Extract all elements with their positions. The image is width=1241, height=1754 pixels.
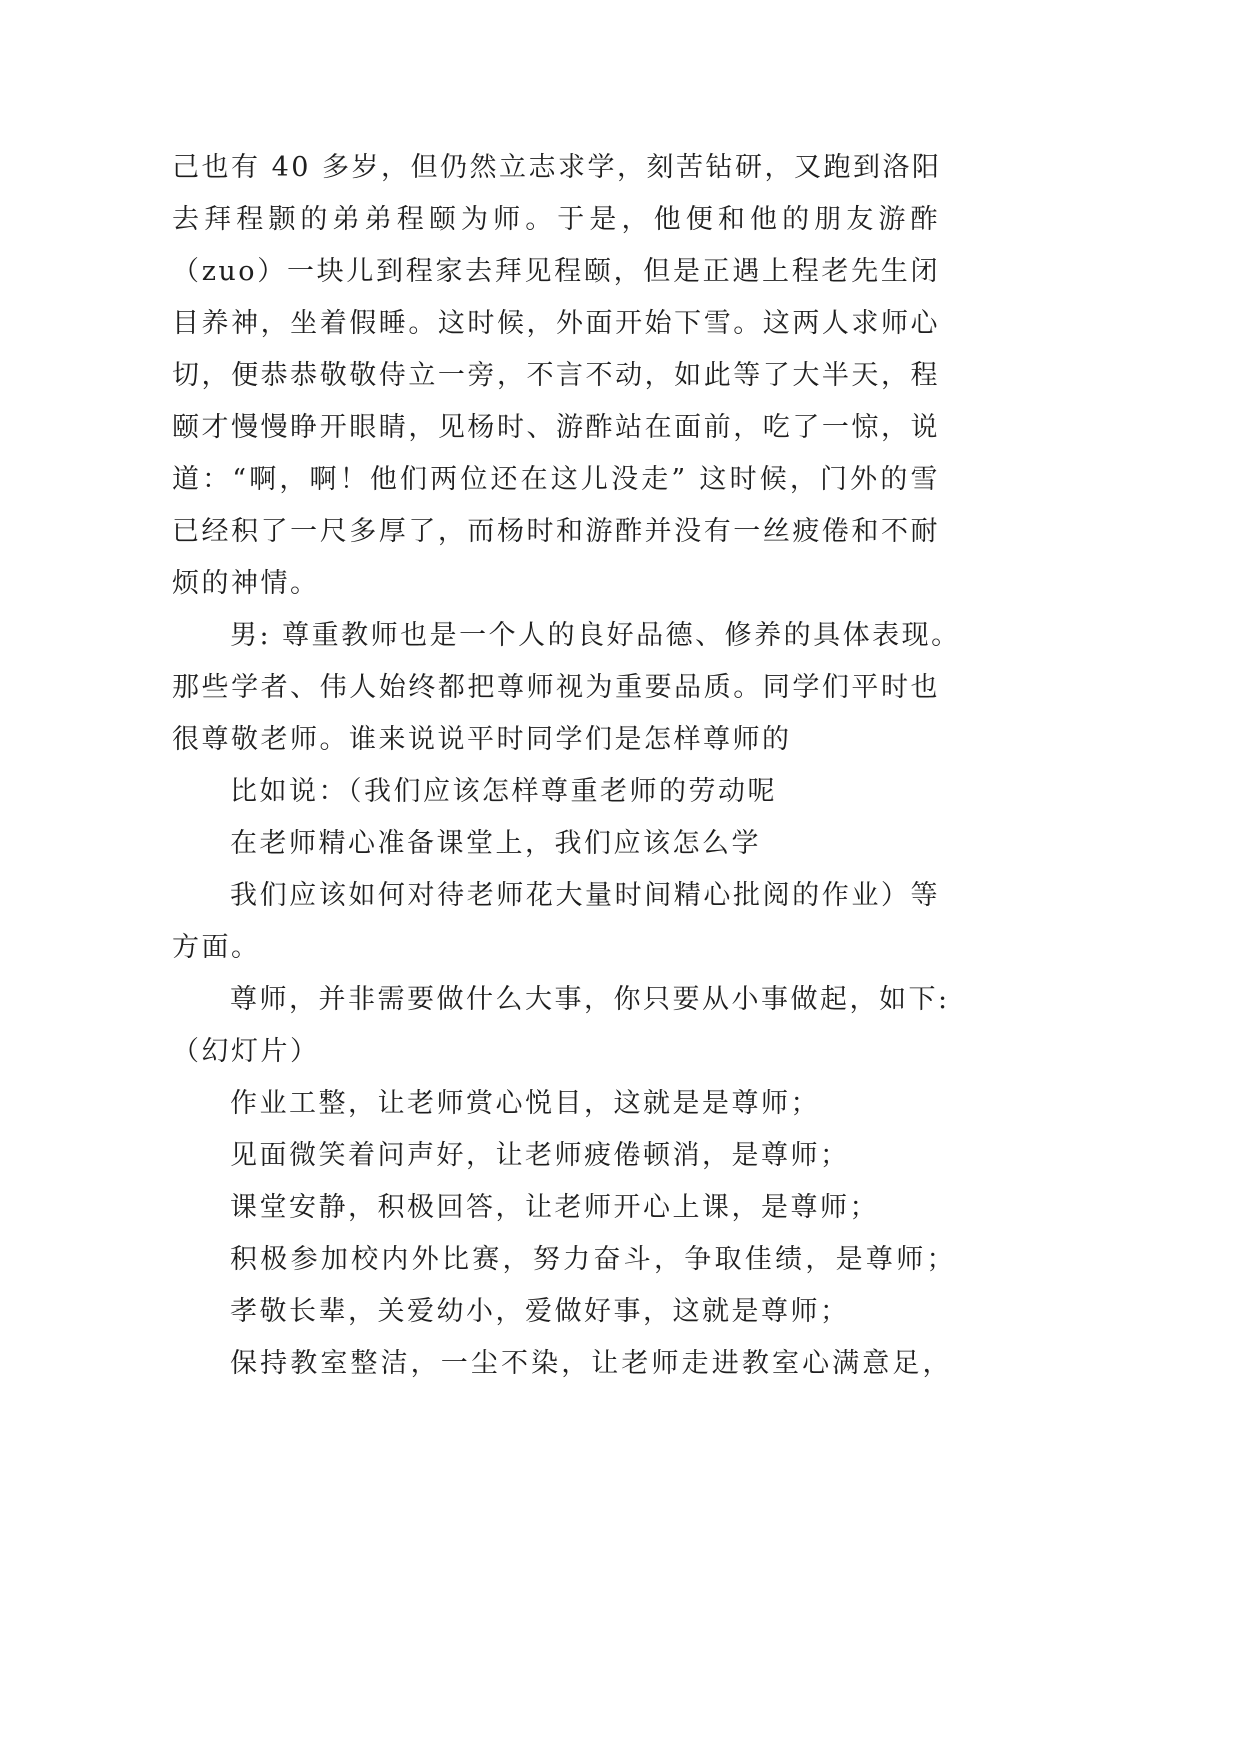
text-line: 很尊敬老师。谁来说说平时同学们是怎样尊师的	[172, 724, 792, 755]
text-line: 切，便恭恭敬敬侍立一旁，不言不动，如此等了大半天，程	[172, 360, 940, 391]
text-line: 男: 尊重教师也是一个人的良好品德、修养的具体表现。	[230, 620, 961, 651]
text-line: 目养神，坐着假睡。这时候，外面开始下雪。这两人求师心	[172, 308, 940, 339]
text-line: 方面。	[172, 932, 261, 963]
text-line: 孝敬长辈，关爱幼小，爱做好事，这就是尊师；	[230, 1296, 850, 1327]
text-line: 我们应该如何对待老师花大量时间精心批阅的作业）等	[230, 880, 940, 911]
text-line: 积极参加校内外比赛，努力奋斗，争取佳绩，是尊师；	[230, 1244, 956, 1275]
document-body	[172, 142, 972, 1390]
text-line: 去拜程颢的弟弟程颐为师。于是，他便和他的朋友游酢	[172, 204, 940, 235]
text-line: 已经积了一尺多厚了，而杨时和游酢并没有一丝疲倦和不耐	[172, 516, 940, 547]
text-line: 在老师精心准备课堂上，我们应该怎么学	[230, 828, 761, 859]
text-line: 比如说：（我们应该怎样尊重老师的劳动呢	[230, 776, 777, 807]
text-line: 见面微笑着问声好，让老师疲倦顿消，是尊师；	[230, 1140, 850, 1171]
text-line: （幻灯片）	[172, 1036, 320, 1067]
text-line: 道：“啊，啊！他们两位还在这儿没走” 这时候，门外的雪	[172, 464, 940, 495]
text-line: 保持教室整洁，一尘不染，让老师走进教室心满意足，	[230, 1348, 952, 1379]
text-line: 课堂安静，积极回答，让老师开心上课，是尊师；	[230, 1192, 879, 1223]
text-line: 烦的神情。	[172, 568, 320, 599]
text-line: 颐才慢慢睁开眼睛，见杨时、游酢站在面前，吃了一惊，说	[172, 412, 940, 443]
text-line: 尊师，并非需要做什么大事，你只要从小事做起，如下:	[230, 984, 950, 1015]
text-line: 那些学者、伟人始终都把尊师视为重要品质。同学们平时也	[172, 672, 940, 703]
text-line: 己也有 40 多岁，但仍然立志求学，刻苦钻研，又跑到洛阳	[172, 152, 942, 183]
text-line: 作业工整，让老师赏心悦目，这就是是尊师；	[230, 1088, 820, 1119]
text-line: （zuo）一块儿到程家去拜见程颐，但是正遇上程老先生闭	[172, 256, 940, 287]
